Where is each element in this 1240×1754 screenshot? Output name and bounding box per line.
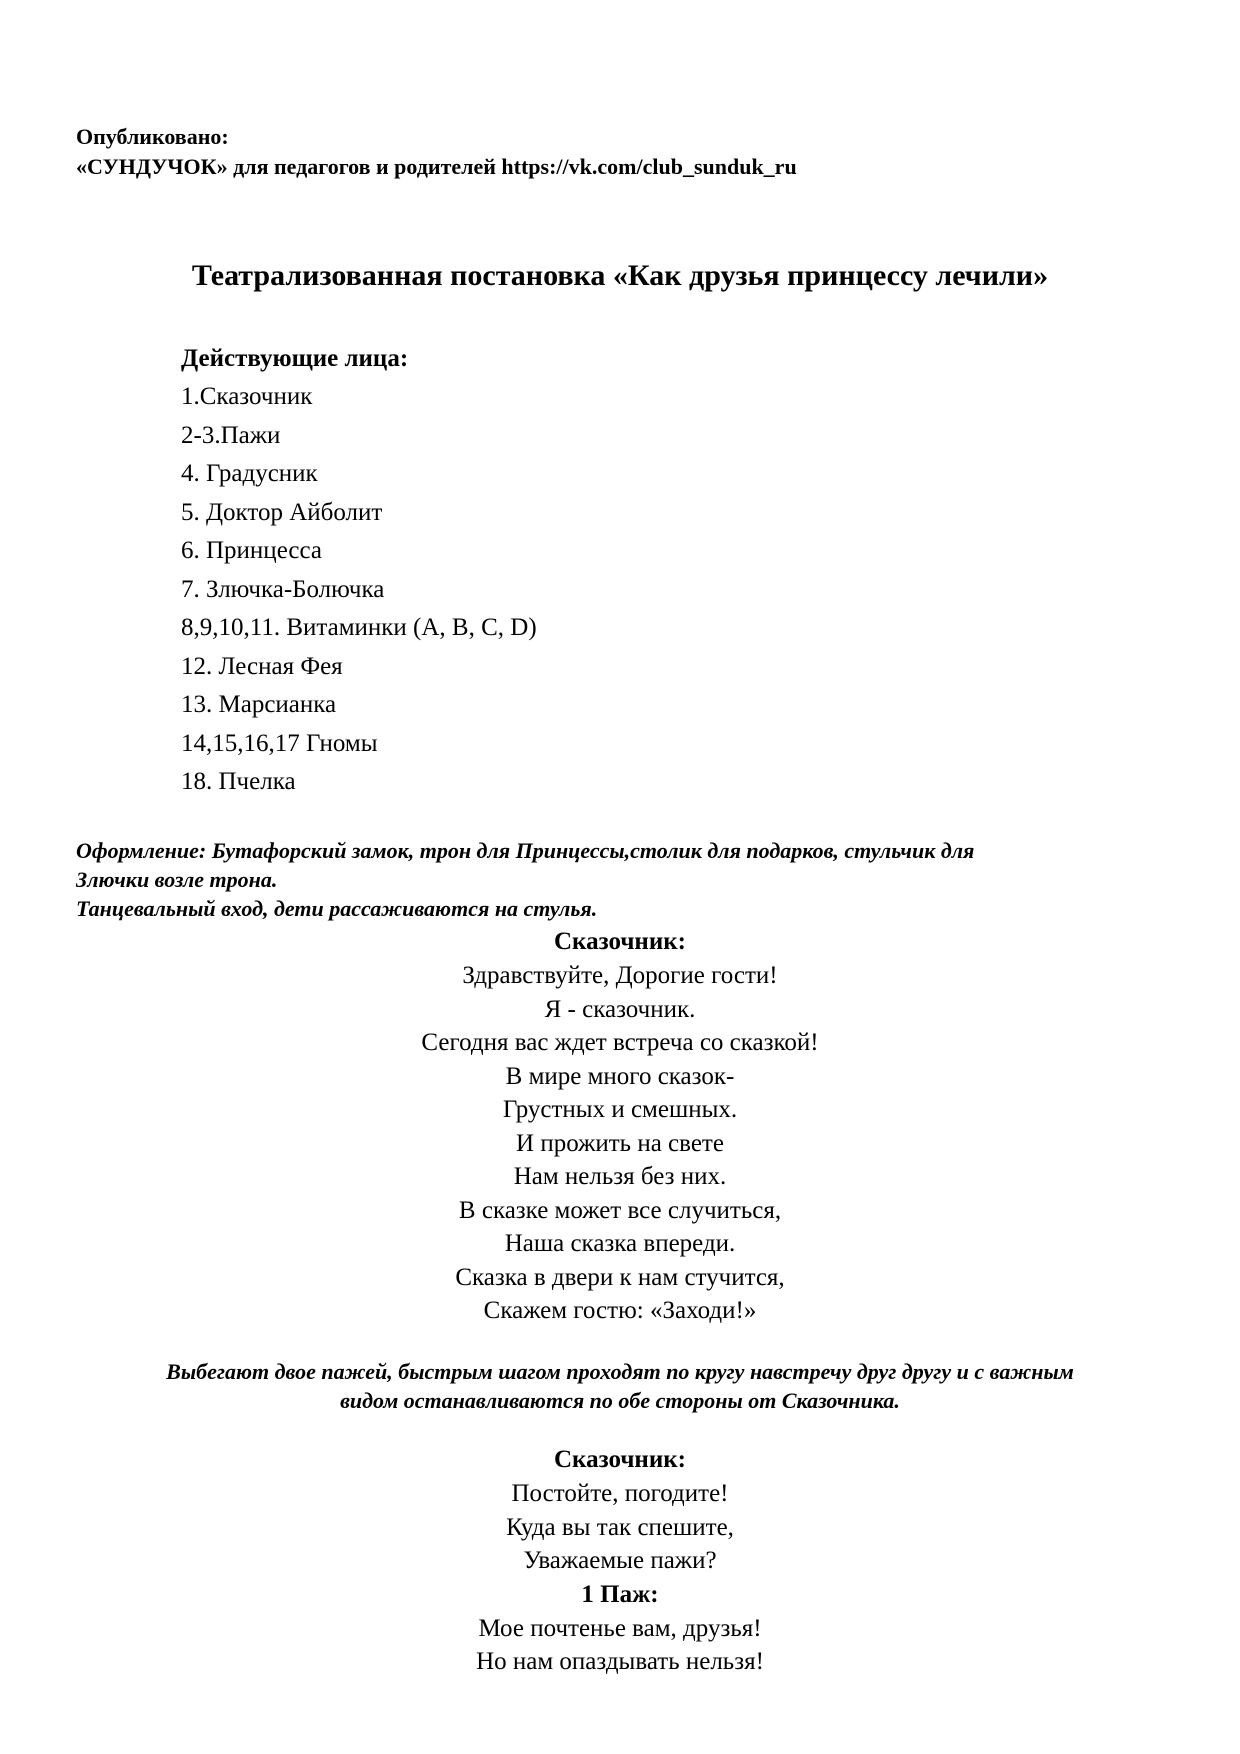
cast-heading: Действующие лица: <box>181 345 409 372</box>
set-design-note <box>76 836 1176 923</box>
document-title: Театрализованная постановка «Как друзья принцессу лечили» <box>191 259 1049 292</box>
verse-line: Мое почтенье вам, друзья! <box>478 1614 762 1642</box>
cast-item: 18. Пчелка <box>181 768 296 795</box>
verse-line: В мире много сказок- <box>505 1062 735 1090</box>
speaker-name: 1 Паж: <box>581 1580 659 1608</box>
speaker-name: Сказочник: <box>554 928 686 955</box>
verse-line: Я - сказочник. <box>544 995 696 1023</box>
verse-line: Здравствуйте, Дорогие гости! <box>462 962 778 989</box>
verse-line: Сегодня вас ждет встреча со сказкой! <box>421 1029 819 1056</box>
published-label: Опубликовано: <box>76 124 229 149</box>
publication-info <box>76 122 797 182</box>
published-source: «СУНДУЧОК» для педагогов и родителей https://vk.com/club_sunduk_ru <box>76 154 797 179</box>
verse-line: Куда вы так спешите, <box>506 1513 734 1541</box>
cast-section <box>181 340 537 802</box>
verse-line: Но нам опаздывать нельзя! <box>476 1648 764 1675</box>
verse-line: И прожить на свете <box>516 1129 724 1157</box>
cast-item: 2-3.Пажи <box>181 421 281 449</box>
cast-item: 4. Градусник <box>181 460 318 487</box>
design-line: Танцевальный вход, дети рассаживаются на стулья. <box>76 896 598 921</box>
cast-item: 7. Злючка-Болючка <box>181 575 385 603</box>
stage-direction-line: видом останавливаются по обе стороны от Сказочника. <box>340 1388 900 1413</box>
stage-direction <box>0 1357 1240 1415</box>
cast-item: 5. Доктор Айболит <box>181 498 383 526</box>
verse-line: Нам нельзя без них. <box>513 1163 727 1190</box>
verse-line: Скажем гостю: «Заходи!» <box>483 1297 757 1324</box>
cast-item: 14,15,16,17 Гномы <box>181 729 378 757</box>
cast-item: 6. Принцесса <box>181 537 323 564</box>
speaker-name: Сказочник: <box>554 1446 686 1473</box>
verse-line: Постойте, погодите! <box>511 1480 729 1507</box>
cast-item: 1.Сказочник <box>181 383 313 410</box>
verse-line: Уважаемые пажи? <box>523 1547 717 1574</box>
scene-storyteller-question <box>0 1443 1240 1679</box>
verse-line: Сказка в двери к нам стучится, <box>455 1263 785 1291</box>
cast-list <box>181 378 537 802</box>
design-line: Оформление: Бутафорский замок, трон для Принцессы,столик для подарков, стульчик для <box>76 838 975 863</box>
stage-direction-line: Выбегают двое пажей, быстрым шагом проходят по кругу навстречу друг другу и с важным <box>166 1359 1074 1384</box>
cast-item: 12. Лесная Фея <box>181 652 343 680</box>
verse-line: Грустных и смешных. <box>502 1096 738 1123</box>
scene-storyteller-greeting <box>0 925 1240 1328</box>
verse-line: В сказке может все случиться, <box>458 1196 782 1224</box>
verse-line: Наша сказка впереди. <box>504 1230 736 1257</box>
design-line: Злючки возле трона. <box>76 867 278 892</box>
cast-item: 8,9,10,11. Витаминки (A, B, C, D) <box>181 614 537 641</box>
cast-item: 13. Марсианка <box>181 691 337 718</box>
